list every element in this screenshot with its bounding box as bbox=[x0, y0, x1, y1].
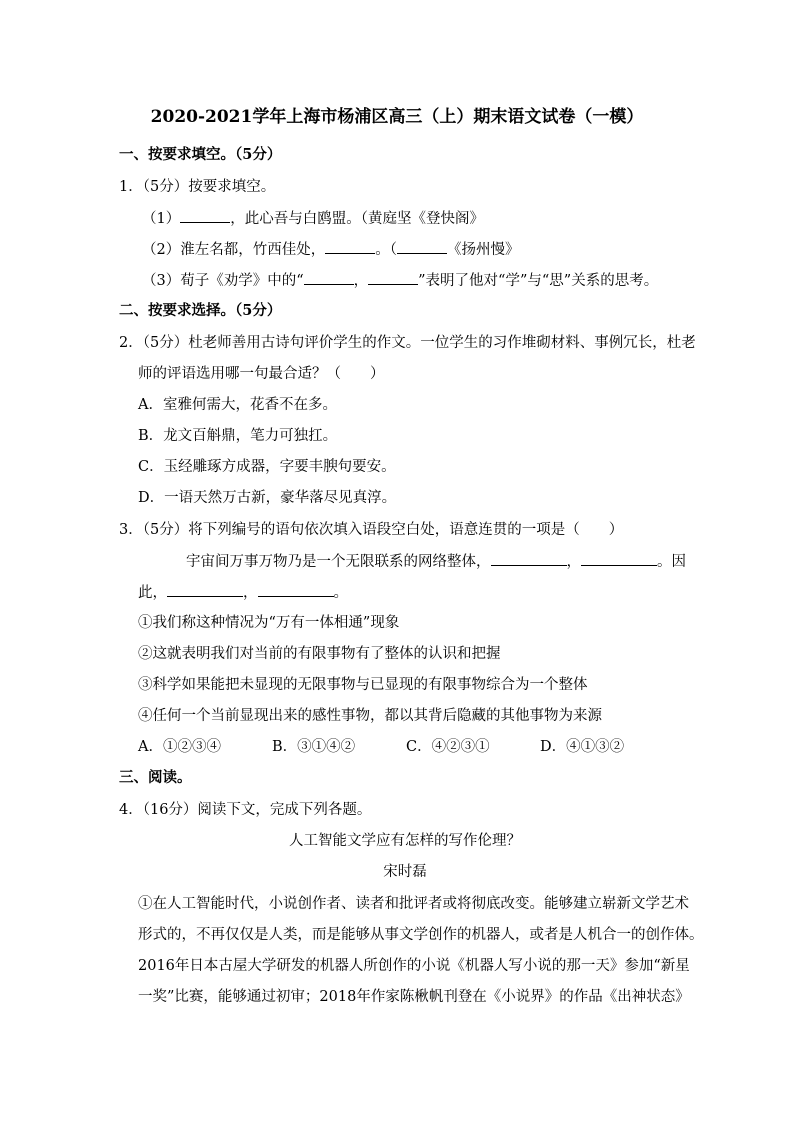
q3-passage-line-2 bbox=[138, 582, 348, 603]
answer-blank[interactable] bbox=[304, 270, 354, 285]
q3-passage-comma: ， bbox=[566, 554, 581, 570]
q1-item-2-source: 《扬州慢》 bbox=[446, 242, 520, 258]
article-line: 形式的，不再仅仅是人类，而是能够从事文学创作的机器人，或者是人机合一的创作体。 bbox=[138, 927, 704, 943]
article-line: 一奖”比赛，能够通过初审；2018年作家陈楸帆刊登在《小说界》的作品《出神状态》 bbox=[138, 989, 690, 1005]
q3-option-d[interactable]: D．④①③② bbox=[540, 739, 625, 755]
q2-option-b[interactable]: B．龙文百斛鼎，笔力可独扛。 bbox=[138, 428, 338, 444]
answer-blank[interactable] bbox=[167, 582, 243, 597]
section-3-heading: 三、阅读。 bbox=[119, 769, 192, 786]
q3-options bbox=[138, 737, 624, 757]
q3-option-b[interactable]: B．③①④② bbox=[272, 739, 356, 755]
article-author: 宋时磊 bbox=[383, 864, 427, 880]
q1-item-3 bbox=[142, 270, 658, 291]
q3-passage-end: 。 bbox=[333, 585, 348, 601]
q4-stem: 4．（16分）阅读下文，完成下列各题。 bbox=[119, 802, 372, 818]
q3-passage-end: 。因 bbox=[657, 554, 686, 570]
q3-sentence-1: ①我们称这种情况为“万有一体相通”现象 bbox=[138, 615, 400, 631]
q1-stem: 1．（5分）按要求填空。 bbox=[119, 179, 276, 195]
q2-option-d[interactable]: D．一语天然万古新，豪华落尽见真淳。 bbox=[138, 490, 397, 506]
q3-passage-line-1 bbox=[186, 551, 686, 572]
article-line: ①在人工智能时代，小说创作者、读者和批评者或将彻底改变。能够建立崭新文学艺术 bbox=[138, 896, 689, 912]
q1-item-2 bbox=[142, 239, 519, 260]
q2-stem-line-1: 2．（5分）杜老师善用古诗句评价学生的作文。一位学生的习作堆砌材料、事例冗长，杜老 bbox=[119, 335, 696, 351]
q1-item-3-end: ”表明了他对“学”与“思”关系的思考。 bbox=[418, 273, 659, 289]
q3-passage-comma: ， bbox=[243, 585, 258, 601]
answer-blank[interactable] bbox=[491, 551, 567, 566]
q1-item-1 bbox=[142, 208, 484, 229]
q1-item-3-text: （3）荀子《劝学》中的“ bbox=[142, 273, 304, 289]
section-2-heading: 二、按要求选择。（5分） bbox=[119, 302, 282, 319]
q1-item-3-comma: ， bbox=[353, 273, 369, 289]
answer-blank[interactable] bbox=[581, 551, 657, 566]
q3-option-c[interactable]: C．④②③① bbox=[406, 739, 490, 755]
answer-blank[interactable] bbox=[325, 239, 375, 254]
answer-blank[interactable] bbox=[180, 208, 230, 223]
q3-passage-text: 宇宙间万事万物乃是一个无限联系的网络整体， bbox=[186, 554, 491, 570]
section-1-heading: 一、按要求填空。（5分） bbox=[119, 146, 282, 163]
q1-item-1-label: （1） bbox=[142, 211, 181, 227]
exam-title: 2020-2021学年上海市杨浦区高三（上）期末语文试卷（一模） bbox=[150, 107, 644, 127]
answer-blank[interactable] bbox=[258, 582, 334, 597]
q2-stem-line-2: 师的评语选用哪一句最合适？（ ） bbox=[138, 366, 385, 382]
q2-option-c[interactable]: C．玉经雕琢方成器，字要丰腴句要安。 bbox=[138, 459, 396, 475]
article-line: 2016年日本古屋大学研发的机器人所创作的小说《机器人写小说的那一天》参加“新星 bbox=[138, 958, 690, 974]
q3-sentence-2: ②这就表明我们对当前的有限事物有了整体的认识和把握 bbox=[138, 646, 501, 662]
q3-passage-text: 此， bbox=[138, 585, 167, 601]
q3-stem: 3．（5分）将下列编号的语句依次填入语段空白处，语意连贯的一项是（ ） bbox=[119, 522, 624, 538]
q2-option-a[interactable]: A．室雅何需大，花香不在多。 bbox=[138, 397, 337, 413]
q3-sentence-4: ④任何一个当前显现出来的感性事物，都以其背后隐藏的其他事物为来源 bbox=[138, 708, 602, 724]
answer-blank[interactable] bbox=[397, 239, 447, 254]
q3-option-a[interactable]: A．①②③④ bbox=[138, 739, 221, 755]
q1-item-2-text: （2）淮左名都，竹西佳处， bbox=[142, 242, 326, 258]
answer-blank[interactable] bbox=[368, 270, 418, 285]
q1-item-1-text: ，此心吾与白鸥盟。（黄庭坚《登快阁》 bbox=[230, 211, 484, 227]
q1-item-2-mid: 。（ bbox=[375, 242, 397, 258]
q3-sentence-3: ③科学如果能把未显现的无限事物与已显现的有限事物综合为一个整体 bbox=[138, 677, 588, 693]
article-title: 人工智能文学应有怎样的写作伦理？ bbox=[289, 833, 521, 849]
